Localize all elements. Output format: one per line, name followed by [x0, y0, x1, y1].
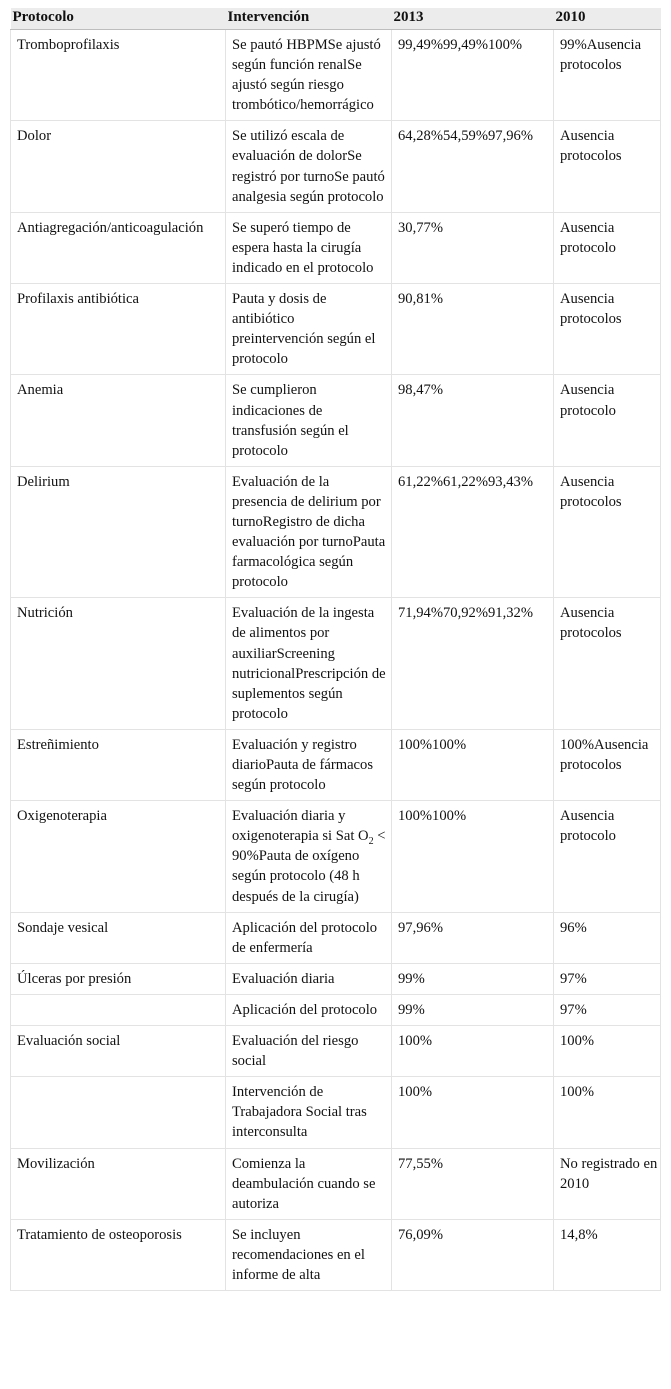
- cell-protocolo: Estreñimiento: [11, 729, 226, 800]
- cell-intervencion: Aplicación del protocolo: [226, 994, 392, 1025]
- table-row: [11, 284, 661, 375]
- cell-2013: 100%100%: [392, 801, 554, 912]
- cell-2013: 71,94%70,92%91,32%: [392, 598, 554, 730]
- cell-2013: 98,47%: [392, 375, 554, 466]
- table-row: [11, 1077, 661, 1148]
- table-row: [11, 598, 661, 730]
- table-row: [11, 994, 661, 1025]
- cell-intervencion: Intervención de Trabajadora Social tras interconsulta: [226, 1077, 392, 1148]
- table-row: [11, 801, 661, 912]
- cell-2013: 99%: [392, 963, 554, 994]
- cell-protocolo: Oxigenoterapia: [11, 801, 226, 912]
- cell-2010: 97%: [554, 963, 661, 994]
- cell-protocolo: Tromboprofilaxis: [11, 30, 226, 121]
- protocol-results-table: [10, 8, 661, 1291]
- cell-intervencion: Aplicación del protocolo de enfermería: [226, 912, 392, 963]
- cell-protocolo: [11, 994, 226, 1025]
- cell-2010: Ausencia protocolos: [554, 121, 661, 212]
- intervencion-text-pre: Evaluación diaria y oxigenoterapia si Sat O: [232, 808, 369, 845]
- cell-protocolo: Dolor: [11, 121, 226, 212]
- cell-2013: 61,22%61,22%93,43%: [392, 466, 554, 598]
- cell-2010: 14,8%: [554, 1219, 661, 1290]
- cell-protocolo: Sondaje vesical: [11, 912, 226, 963]
- cell-intervencion: Evaluación de la ingesta de alimentos por auxiliarScreening nutricionalPrescripción de suplementos según protocolo: [226, 598, 392, 730]
- table-row: [11, 729, 661, 800]
- cell-2010: 100%: [554, 1077, 661, 1148]
- cell-2013: 97,96%: [392, 912, 554, 963]
- subscript-2: 2: [368, 836, 374, 848]
- cell-2010: 97%: [554, 994, 661, 1025]
- cell-protocolo: Úlceras por presión: [11, 963, 226, 994]
- table-row: [11, 466, 661, 598]
- table-row: [11, 1026, 661, 1077]
- table-header-row: [11, 8, 661, 30]
- cell-2010: Ausencia protocolo: [554, 212, 661, 283]
- table-row: [11, 30, 661, 121]
- cell-intervencion: Evaluación diaria: [226, 963, 392, 994]
- cell-intervencion: Evaluación del riesgo social: [226, 1026, 392, 1077]
- cell-2013: 100%: [392, 1026, 554, 1077]
- cell-intervencion: Se incluyen recomendaciones en el informe de alta: [226, 1219, 392, 1290]
- cell-2013: 64,28%54,59%97,96%: [392, 121, 554, 212]
- intervencion-text-post: < 90%Pauta de oxígeno según protocolo (48 h después de la cirugía): [232, 828, 386, 905]
- table-row: [11, 121, 661, 212]
- cell-protocolo: Movilización: [11, 1148, 226, 1219]
- cell-intervencion: Comienza la deambulación cuando se autoriza: [226, 1148, 392, 1219]
- cell-protocolo: Antiagregación/anticoagulación: [11, 212, 226, 283]
- cell-2013: 100%100%: [392, 729, 554, 800]
- cell-2010: Ausencia protocolo: [554, 801, 661, 912]
- cell-2013: 99%: [392, 994, 554, 1025]
- cell-intervencion: Se pautó HBPMSe ajustó según función renalSe ajustó según riesgo trombótico/hemorrágico: [226, 30, 392, 121]
- cell-2010: 100%Ausencia protocolos: [554, 729, 661, 800]
- table-row: [11, 963, 661, 994]
- cell-2013: 30,77%: [392, 212, 554, 283]
- cell-2010: Ausencia protocolos: [554, 598, 661, 730]
- cell-protocolo: Delirium: [11, 466, 226, 598]
- cell-intervencion: Pauta y dosis de antibiótico preintervención según el protocolo: [226, 284, 392, 375]
- table-row: [11, 212, 661, 283]
- cell-intervencion: Se utilizó escala de evaluación de dolorSe registró por turnoSe pautó analgesia según protocolo: [226, 121, 392, 212]
- cell-2010: Ausencia protocolos: [554, 466, 661, 598]
- header-2010: 2010: [554, 8, 661, 30]
- header-protocolo: Protocolo: [11, 8, 226, 30]
- cell-2010: 99%Ausencia protocolos: [554, 30, 661, 121]
- cell-protocolo: [11, 1077, 226, 1148]
- table-row: [11, 375, 661, 466]
- cell-2010: Ausencia protocolos: [554, 284, 661, 375]
- header-2013: 2013: [392, 8, 554, 30]
- table-row: [11, 912, 661, 963]
- cell-protocolo: Evaluación social: [11, 1026, 226, 1077]
- cell-intervencion: Se superó tiempo de espera hasta la cirugía indicado en el protocolo: [226, 212, 392, 283]
- table-row: [11, 1219, 661, 1290]
- cell-intervencion: Evaluación de la presencia de delirium por turnoRegistro de dicha evaluación por turnoPauta farmacológica según protocolo: [226, 466, 392, 598]
- cell-2013: 99,49%99,49%100%: [392, 30, 554, 121]
- cell-2010: No registrado en 2010: [554, 1148, 661, 1219]
- cell-protocolo: Profilaxis antibiótica: [11, 284, 226, 375]
- cell-2010: 100%: [554, 1026, 661, 1077]
- cell-2013: 100%: [392, 1077, 554, 1148]
- cell-protocolo: Tratamiento de osteoporosis: [11, 1219, 226, 1290]
- cell-2013: 76,09%: [392, 1219, 554, 1290]
- cell-2013: 77,55%: [392, 1148, 554, 1219]
- header-intervencion: Intervención: [226, 8, 392, 30]
- cell-2013: 90,81%: [392, 284, 554, 375]
- cell-intervencion: Evaluación y registro diarioPauta de fármacos según protocolo: [226, 729, 392, 800]
- cell-intervencion: Se cumplieron indicaciones de transfusión según el protocolo: [226, 375, 392, 466]
- cell-protocolo: Nutrición: [11, 598, 226, 730]
- cell-2010: Ausencia protocolo: [554, 375, 661, 466]
- cell-intervencion: [226, 801, 392, 912]
- table-row: [11, 1148, 661, 1219]
- cell-protocolo: Anemia: [11, 375, 226, 466]
- cell-2010: 96%: [554, 912, 661, 963]
